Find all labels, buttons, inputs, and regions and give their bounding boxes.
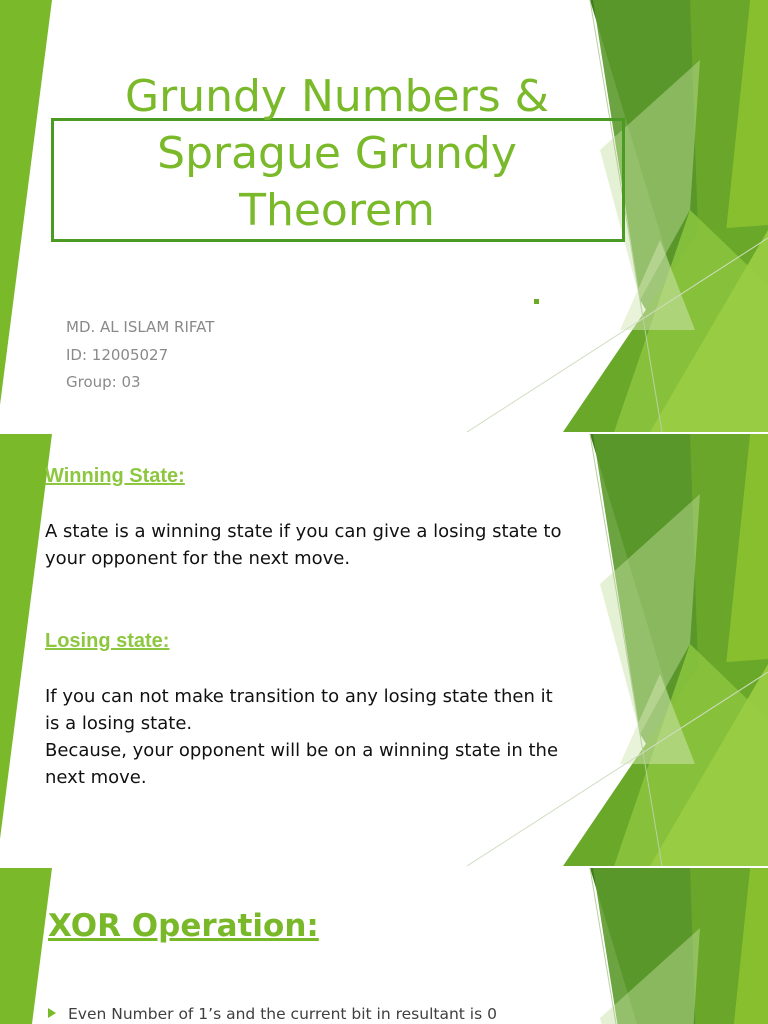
winning-state-heading: Winning State: [45, 465, 185, 487]
author-block [66, 314, 214, 397]
slide-title-text: Grundy Numbers & Sprague Grundy Theorem [125, 71, 549, 236]
author-group: Group: 03 [66, 373, 141, 391]
slide-xor [0, 868, 768, 1024]
list-item [48, 1005, 497, 1023]
slide-states [0, 434, 768, 866]
arrow-bullet-icon [48, 1008, 56, 1018]
author-name: MD. AL ISLAM RIFAT [66, 318, 215, 336]
xor-operation-heading: XOR Operation: [48, 908, 319, 944]
xor-bullet-text: Even Number of 1’s and the current bit in resultant is 0 [68, 1005, 497, 1023]
winning-state-text: A state is a winning state if you can give a losing state to your opponent for the next move. [45, 521, 562, 569]
bullet-dot [534, 299, 539, 304]
slide-title [0, 0, 768, 432]
losing-state-heading: Losing state: [45, 630, 170, 652]
losing-state-text: If you can not make transition to any losing state then it is a losing state. Because, your opponent will be on a winning state in the next move. [45, 686, 559, 788]
author-id: ID: 12005027 [66, 345, 169, 364]
green-facet-decoration [0, 868, 768, 1024]
